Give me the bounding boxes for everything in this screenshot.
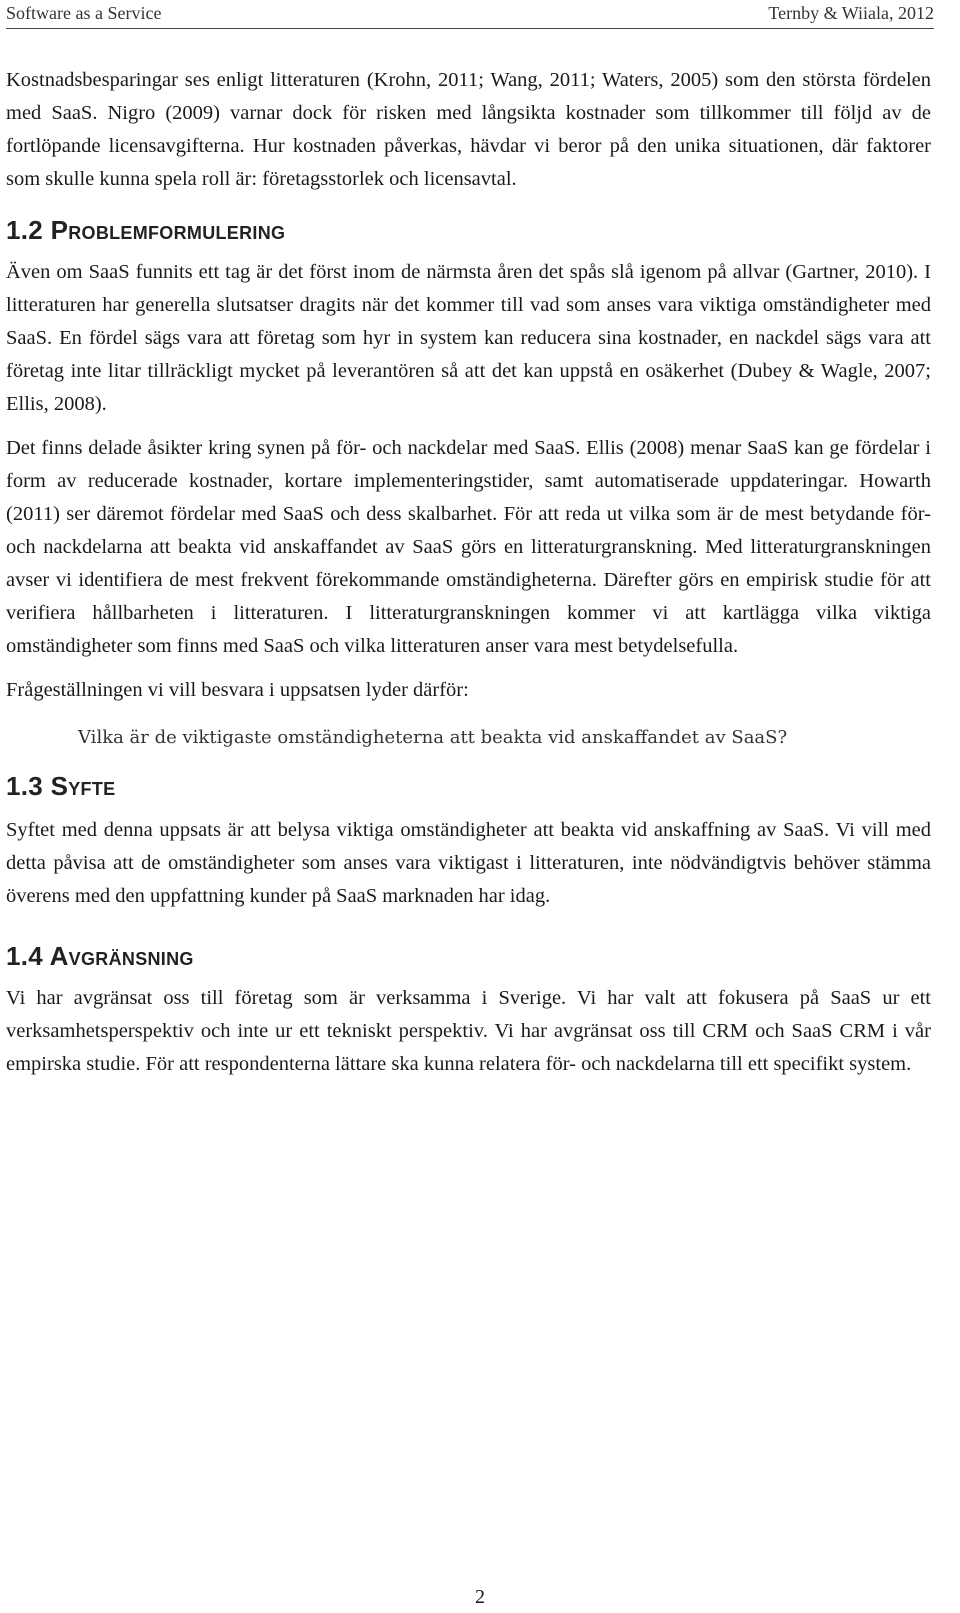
page-number: 2	[475, 1586, 485, 1608]
paragraph: Syftet med denna uppsats är att belysa viktiga omständigheter att beakta vid anskaffning av SaaS. Vi vill med detta påvisa att de omständigheter som anses vara viktigast i litteraturen, inte nödvändigtvis behöver stämma överens med den uppfattning kunder på SaaS marknaden har idag.	[6, 819, 931, 907]
header-divider	[6, 28, 934, 29]
paragraph: Frågeställningen vi vill besvara i uppsatsen lyder därför:	[6, 679, 469, 701]
research-question: Vilka är de viktigaste omständigheterna att beakta vid anskaffandet av SaaS?	[78, 727, 788, 748]
running-header	[6, 0, 934, 27]
section-heading-problemformulering	[6, 214, 931, 246]
paragraph: Vi har avgränsat oss till företag som är verksamma i Sverige. Vi har valt att fokusera på SaaS ur ett verksamhetsperspektiv och inte ur ett tekniskt perspektiv. Vi har avgränsat oss till CRM och SaaS CRM i vår empirska studie. För att respondenterna lättare ska kunna relatera för- och nackdelarna till ett specifikt system.	[6, 987, 931, 1075]
body-text	[6, 64, 931, 1081]
section-number: 1.2	[6, 215, 44, 245]
section-number: 1.4	[6, 941, 44, 971]
section-title: Syfte	[50, 771, 116, 801]
header-authors: Ternby & Wiiala, 2012	[768, 3, 934, 23]
section-title: Problemformulering	[50, 215, 286, 245]
section-heading-syfte	[6, 770, 931, 802]
section-number: 1.3	[6, 771, 44, 801]
paragraph: Även om SaaS funnits ett tag är det först inom de närmsta åren det spås slå igenom på allvar (Gartner, 2010). I litteraturen har generella slutsatser dragits när det kommer till vad som anses vara viktiga omständigheter med SaaS. En fördel sägs vara att företag som hyr in system kan reducera sina kostnader, en nackdel sägs vara att företag inte litar tillräckligt mycket på leverantören så att det kan uppstå en osäkerhet (Dubey & Wagle, 2007; Ellis, 2008).	[6, 261, 931, 415]
paragraph: Det finns delade åsikter kring synen på för- och nackdelar med SaaS. Ellis (2008) menar SaaS kan ge fördelar i form av reducerade kostnader, kortare implementeringstider, samt automatiserade uppdateringar. Howarth (2011) ser däremot fördelar med SaaS och dess skalbarhet. För att reda ut vilka som är de mest betydande för- och nackdelarna att beakta vid anskaffandet av SaaS görs en litteraturgranskning. Med litteraturgranskningen avser vi identifiera de mest frekvent förekommande omständigheterna. Därefter görs en empirisk studie för att verifiera hållbarheten i litteraturen. I litteraturgranskningen kommer vi att kartlägga vilka viktiga omständigheter som finns med SaaS och vilka litteraturen anser vara mest betydelsefulla.	[6, 437, 931, 657]
section-title: Avgränsning	[49, 941, 194, 971]
section-heading-avgransning	[6, 940, 931, 972]
intro-paragraph: Kostnadsbesparingar ses enligt litteraturen (Krohn, 2011; Wang, 2011; Waters, 2005) som den största fördelen med SaaS. Nigro (2009) varnar dock för risken med långsikta kostnader som tillkommer till följd av de fortlöpande licensavgifterna. Hur kostnaden påverkas, hävdar vi beror på den unika situationen, där faktorer som skulle kunna spela roll är: företagsstorlek och licensavtal.	[6, 69, 931, 190]
header-title: Software as a Service	[6, 3, 162, 23]
